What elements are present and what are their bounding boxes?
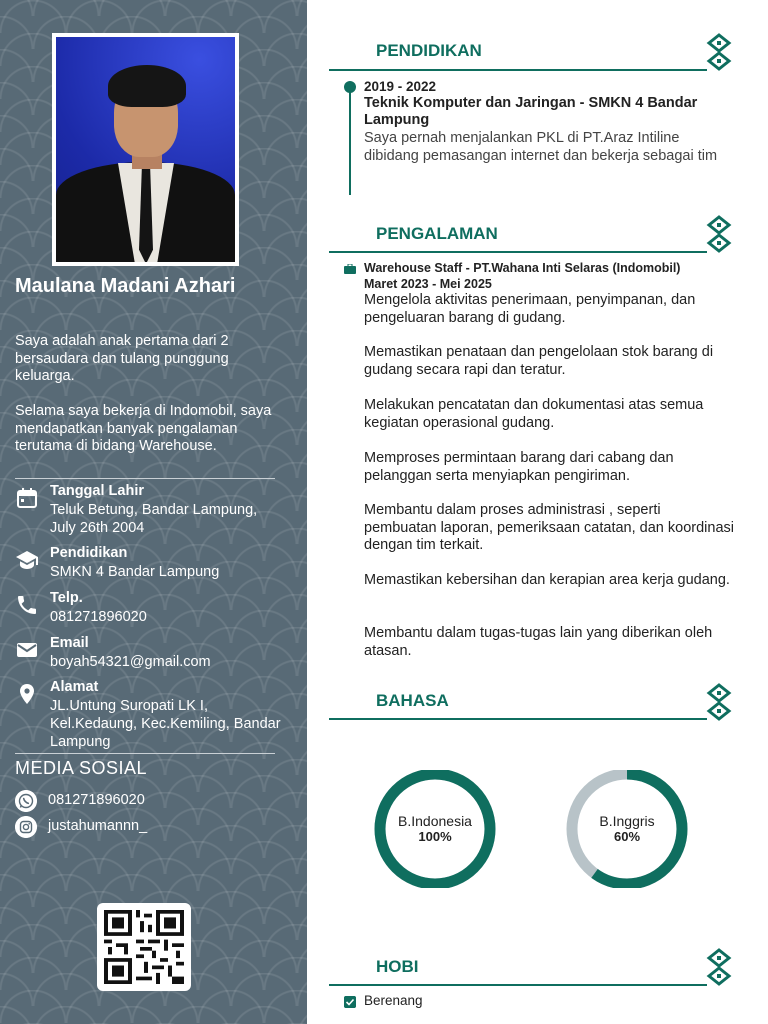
phone-icon xyxy=(15,593,39,617)
sidebar-divider xyxy=(15,753,275,754)
ornament-icon xyxy=(703,33,735,71)
experience-duty: Membantu dalam proses administrasi , seperti pembuatan laporan, pemeriksaan catatan, dan koordinasi dengan tim terkait. xyxy=(364,502,734,553)
qr-code-graphic xyxy=(104,910,184,984)
experience-role: Warehouse Staff - PT.Wahana Inti Selaras (Indomobil) xyxy=(364,261,681,275)
timeline-bar xyxy=(349,91,351,195)
section-rule xyxy=(329,984,707,986)
sidebar xyxy=(0,0,307,1024)
instagram-icon xyxy=(15,816,37,838)
ornament-icon xyxy=(703,948,735,986)
section-rule xyxy=(329,718,707,720)
contact-label: Tanggal Lahir xyxy=(50,483,144,499)
social-value: justahumannn_ xyxy=(48,818,148,834)
contact-label: Email xyxy=(50,635,89,651)
profile-name: Maulana Madani Azhari xyxy=(15,275,236,297)
ornament-icon xyxy=(703,215,735,253)
experience-duty: Melakukan pencatatan dan dokumentasi atas semua kegiatan operasional gudang. xyxy=(364,397,704,431)
contact-value: SMKN 4 Bandar Lampung xyxy=(50,564,220,580)
section-title-education: PENDIDIKAN xyxy=(376,41,482,60)
profile-photo-frame xyxy=(52,33,239,266)
experience-duty: Membantu dalam tugas-tugas lain yang diberikan oleh atasan. xyxy=(364,625,713,659)
experience-period: Maret 2023 - Mei 2025 xyxy=(364,277,492,291)
language-percent: 60% xyxy=(613,829,641,844)
experience-duty: Memastikan penataan dan pengelolaan stok barang di gudang secara rapi dan teratur. xyxy=(364,344,714,378)
contact-label: Alamat xyxy=(50,679,99,695)
language-donut xyxy=(565,770,689,888)
calendar-icon xyxy=(15,486,39,510)
section-rule xyxy=(329,69,707,71)
language-percent: 100% xyxy=(418,829,452,844)
contact-label: Pendidikan xyxy=(50,545,128,561)
about-paragraph-1: Saya adalah anak pertama dari 2 bersaudara dan tulang punggung keluarga. xyxy=(15,333,229,384)
hobby-item: Berenang xyxy=(364,993,423,1008)
section-title-experience: PENGALAMAN xyxy=(376,224,498,243)
graduation-cap-icon xyxy=(15,548,39,572)
section-title-hobby: HOBI xyxy=(376,957,419,976)
education-period: 2019 - 2022 xyxy=(364,79,437,94)
social-value: 081271896020 xyxy=(48,792,145,808)
qr-code xyxy=(97,903,191,991)
ornament-icon xyxy=(703,683,735,721)
language-name: B.Inggris xyxy=(599,813,655,829)
profile-photo xyxy=(56,37,235,262)
experience-duty: Memastikan kebersihan dan kerapian area kerja gudang. xyxy=(364,572,730,588)
mail-icon xyxy=(15,638,39,662)
about-paragraph-2: Selama saya bekerja di Indomobil, saya mendapatkan banyak pengalaman terutama di bidang Warehouse. xyxy=(15,403,272,454)
briefcase-icon xyxy=(344,264,356,274)
social-media-title: MEDIA SOSIAL xyxy=(15,758,148,778)
contact-value: 081271896020 xyxy=(50,609,147,625)
section-rule xyxy=(329,251,707,253)
location-pin-icon xyxy=(15,682,39,706)
contact-value: Teluk Betung, Bandar Lampung, July 26th 2004 xyxy=(50,502,258,536)
education-title: Teknik Komputer dan Jaringan - SMKN 4 Bandar Lampung xyxy=(364,95,698,128)
checkbox-icon xyxy=(344,996,356,1008)
sidebar-divider xyxy=(15,478,275,479)
contact-label: Telp. xyxy=(50,590,83,606)
contact-value: boyah54321@gmail.com xyxy=(50,654,211,670)
experience-duty: Memproses permintaan barang dari cabang dan pelanggan serta menyiapkan pengiriman. xyxy=(364,450,674,484)
whatsapp-icon xyxy=(15,790,37,812)
language-name: B.Indonesia xyxy=(398,813,472,829)
language-donut xyxy=(373,770,497,888)
contact-value: JL.Untung Suropati LK I, Kel.Kedaung, Kec.Kemiling, Bandar Lampung xyxy=(50,698,281,750)
experience-duty: Mengelola aktivitas penerimaan, penyimpanan, dan pengeluaran barang di gudang. xyxy=(364,292,696,326)
education-description: Saya pernah menjalankan PKL di PT.Araz Intiline dibidang pemasangan internet dan bekerja sebagai tim xyxy=(364,130,718,164)
section-title-language: BAHASA xyxy=(376,691,449,710)
